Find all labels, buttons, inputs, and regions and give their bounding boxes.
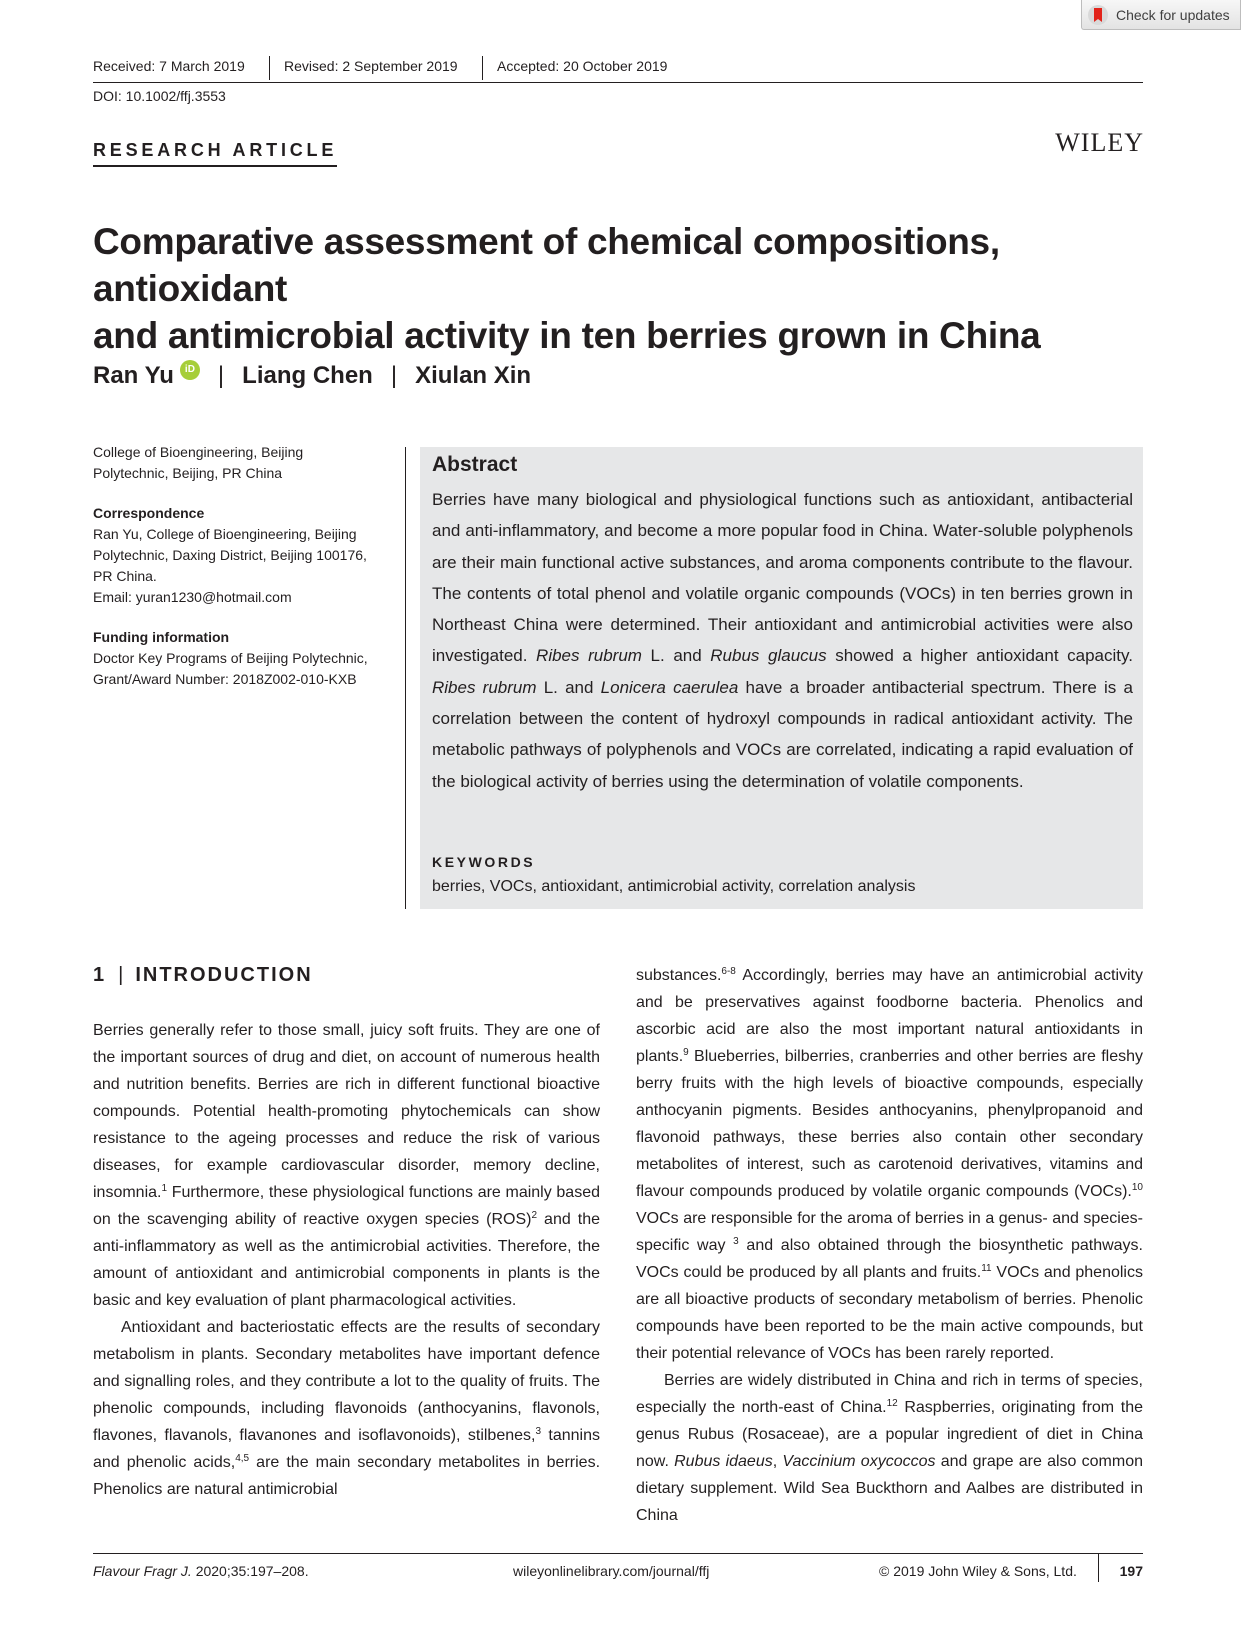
text-span: Accordingly, berries may have an antimicrobial activity and be preservatives against foodborne bacteria. Phenolics and ascorbic acid are also the most important natural antioxidants in plants. (636, 967, 1143, 1065)
funding-line: Doctor Key Programs of Beijing Polytechnic, (93, 650, 368, 666)
body-column-left (93, 1017, 600, 1503)
abstract-text (432, 484, 1133, 797)
species-name: Vaccinium oxycoccos (782, 1453, 936, 1470)
copyright: © 2019 John Wiley & Sons, Ltd. (879, 1563, 1077, 1579)
reference-link[interactable]: 1 (161, 1183, 168, 1194)
revised-date: Revised: 2 September 2019 (284, 58, 458, 74)
reference-link[interactable]: 9 (683, 1047, 689, 1058)
text-span: and also obtained through the biosynthetic pathways. VOCs could be produced by all plants and fruits. (636, 1237, 1143, 1281)
title-line: and antimicrobial activity in ten berries grown in China (93, 315, 1041, 356)
text-span: VOCs are responsible for the aroma of berries in a genus- and species-specific way (636, 1210, 1143, 1254)
species-name: Ribes rubrum (536, 646, 642, 666)
author-list (93, 362, 531, 390)
affiliation-panel (93, 442, 393, 709)
journal-name: Flavour Fragr J. (93, 1563, 192, 1579)
species-name: Ribes rubrum (432, 677, 537, 697)
crossmark-icon (1088, 5, 1108, 25)
divider (1098, 1554, 1099, 1582)
keywords-text: berries, VOCs, antioxidant, antimicrobial activity, correlation analysis (432, 878, 916, 895)
section-title: INTRODUCTION (135, 964, 313, 986)
author-separator: | (217, 362, 225, 389)
author-name[interactable]: Xiulan Xin (415, 362, 532, 389)
text-span: Blueberries, bilberries, cranberries and other berries are fleshy berry fruits with the high levels of bioactive compounds, especially anthocyanin pigments. Besides anthocyanins, phenylpropanoid and flavonoid pathways, these berries also contain other secondary metabolites of interest, such as carotenoid derivatives, vitamins and flavour compounds produced by volatile organic compounds (VOCs). (636, 1048, 1143, 1200)
paragraph (636, 1367, 1143, 1529)
text-span: substances. (636, 967, 722, 984)
reference-link[interactable]: 10 (1131, 1182, 1143, 1193)
correspondence-line: PR China. (93, 568, 157, 584)
reference-link[interactable]: 4,5 (235, 1453, 250, 1464)
journal-url[interactable]: wileyonlinelibrary.com/journal/ffj (513, 1563, 710, 1579)
abstract-span: showed a higher antioxidant capacity. (826, 646, 1133, 666)
correspondence-email[interactable]: Email: yuran1230@hotmail.com (93, 589, 292, 605)
text-span: are the main secondary metabolites in berries. Phenolics are natural antimicrobial (93, 1454, 601, 1498)
citation-text: 2020;35:197–208. (191, 1563, 309, 1579)
title-line: Comparative assessment of chemical compositions, antioxidant (93, 221, 1000, 309)
journal-citation (93, 1563, 309, 1579)
affiliation-line: Polytechnic, Beijing, PR China (93, 465, 283, 481)
author-separator: | (390, 362, 398, 389)
abstract-heading: Abstract (432, 453, 518, 476)
article-type-label: RESEARCH ARTICLE (93, 140, 337, 167)
reference-link[interactable]: 6-8 (721, 966, 736, 977)
species-name: Rubus idaeus (674, 1453, 773, 1470)
article-history (93, 56, 1143, 83)
text-span: Berries generally refer to those small, juicy soft fruits. They are one of the important sources of drug and diet, on account of numerous health and nutrition benefits. Berries are rich in different functional bioactive compounds. Potential health-promoting phytochemicals can show resistance to the ageing processes and reduce the risk of various diseases, for example cardiovascular disorder, memory decline, insomnia. (93, 1022, 600, 1201)
affiliation (93, 442, 393, 484)
funding (93, 627, 393, 690)
correspondence (93, 503, 393, 608)
divider (482, 56, 483, 80)
text-span: VOCs and phenolics are all bioactive products of secondary metabolism of berries. Phenolic compounds have been reported to be the main active compounds, but their potential relevance of VOCs has been rarely reported. (636, 1264, 1143, 1362)
reference-link[interactable]: 2 (531, 1210, 538, 1221)
section-separator: | (118, 964, 124, 986)
publisher-logo: WILEY (1055, 128, 1144, 157)
funding-heading: Funding information (93, 629, 230, 645)
page-footer (93, 1553, 1143, 1590)
text-span: Antioxidant and bacteriostatic effects are the results of secondary metabolism in plants. Secondary metabolites have important defence and signalling roles, and they contribute a lot to the quality of fruits. The phenolic compounds, including flavonoids (anthocyanins, flavonols, flavones, flavanols, flavanones and isoflavonoids), stilbenes, (93, 1319, 600, 1444)
correspondence-line: Ran Yu, College of Bioengineering, Beijing (93, 526, 357, 542)
text-span: and the anti-inflammatory as well as the antimicrobial activities. Therefore, the amount of antioxidant and antimicrobial components in plants is the basic and key evaluation of plant pharmacological activities. (93, 1211, 600, 1309)
received-date: Received: 7 March 2019 (93, 58, 245, 74)
correspondence-line: Polytechnic, Daxing District, Beijing 100176, (93, 547, 367, 563)
abstract-span: have a broader antibacterial spectrum. There is a correlation between the content of hydroxyl compounds in radical antioxidant activity. The metabolic pathways of polyphenols and VOCs are correlated, indicating a rapid evaluation of the biological activity of berries using the determination of volatile components. (432, 677, 1133, 791)
body-column-right (636, 962, 1143, 1529)
divider (269, 56, 270, 80)
abstract-span: L. and (536, 677, 601, 697)
text-span: Raspberries, originating from the genus Rubus (Rosaceae), are a popular ingredient of diet in China now. (636, 1399, 1143, 1470)
reference-link[interactable]: 3 (733, 1236, 739, 1247)
abstract-span: Berries have many biological and physiological functions such as antioxidant, antibacterial and anti-inflammatory, and become a more popular food in China. Water-soluble polyphenols are their main functional active substances, and aroma components contribute to the flavour. The contents of total phenol and volatile organic compounds (VOCs) in ten berries grown in Northeast China were determined. Their antioxidant and antimicrobial activities were also investigated. (432, 490, 1133, 666)
affiliation-line: College of Bioengineering, Beijing (93, 444, 304, 460)
text-span: tannins and phenolic acids, (93, 1427, 600, 1471)
species-name: Lonicera caerulea (600, 677, 739, 697)
accepted-date: Accepted: 20 October 2019 (497, 58, 668, 74)
doi[interactable]: DOI: 10.1002/ffj.3553 (93, 88, 226, 104)
funding-line: Grant/Award Number: 2018Z002-010-KXB (93, 671, 357, 687)
text-span: and grape are also common dietary supplement. Wild Sea Buckthorn and Aalbes are distributed in China (636, 1453, 1144, 1524)
reference-link[interactable]: 11 (981, 1263, 992, 1274)
abstract-box (420, 447, 1143, 909)
reference-link[interactable]: 12 (886, 1398, 898, 1409)
text-span: Berries are widely distributed in China and rich in terms of species, especially the north-east of China. (636, 1372, 1143, 1416)
text-span: Furthermore, these physiological functions are mainly based on the scavenging ability of reactive oxygen species (ROS) (93, 1184, 600, 1228)
check-for-updates-button[interactable] (1081, 0, 1241, 30)
paragraph (93, 1314, 600, 1503)
paragraph (93, 1017, 600, 1314)
abstract-span: L. and (641, 646, 711, 666)
correspondence-heading: Correspondence (93, 505, 205, 521)
section-number: 1 (93, 964, 105, 986)
text-span: , (772, 1453, 783, 1470)
author-name[interactable]: Liang Chen (242, 362, 373, 389)
reference-link[interactable]: 3 (535, 1426, 542, 1437)
check-for-updates-label: Check for updates (1116, 6, 1230, 23)
species-name: Rubus glaucus (710, 646, 827, 666)
vertical-divider (405, 447, 406, 909)
author-name[interactable]: Ran Yu (93, 362, 174, 389)
orcid-icon[interactable]: iD (180, 360, 200, 380)
article-title (93, 218, 1153, 359)
paragraph (636, 962, 1143, 1367)
page-number: 197 (1119, 1563, 1143, 1579)
keywords-heading: KEYWORDS (432, 854, 536, 870)
section-heading (93, 964, 313, 987)
